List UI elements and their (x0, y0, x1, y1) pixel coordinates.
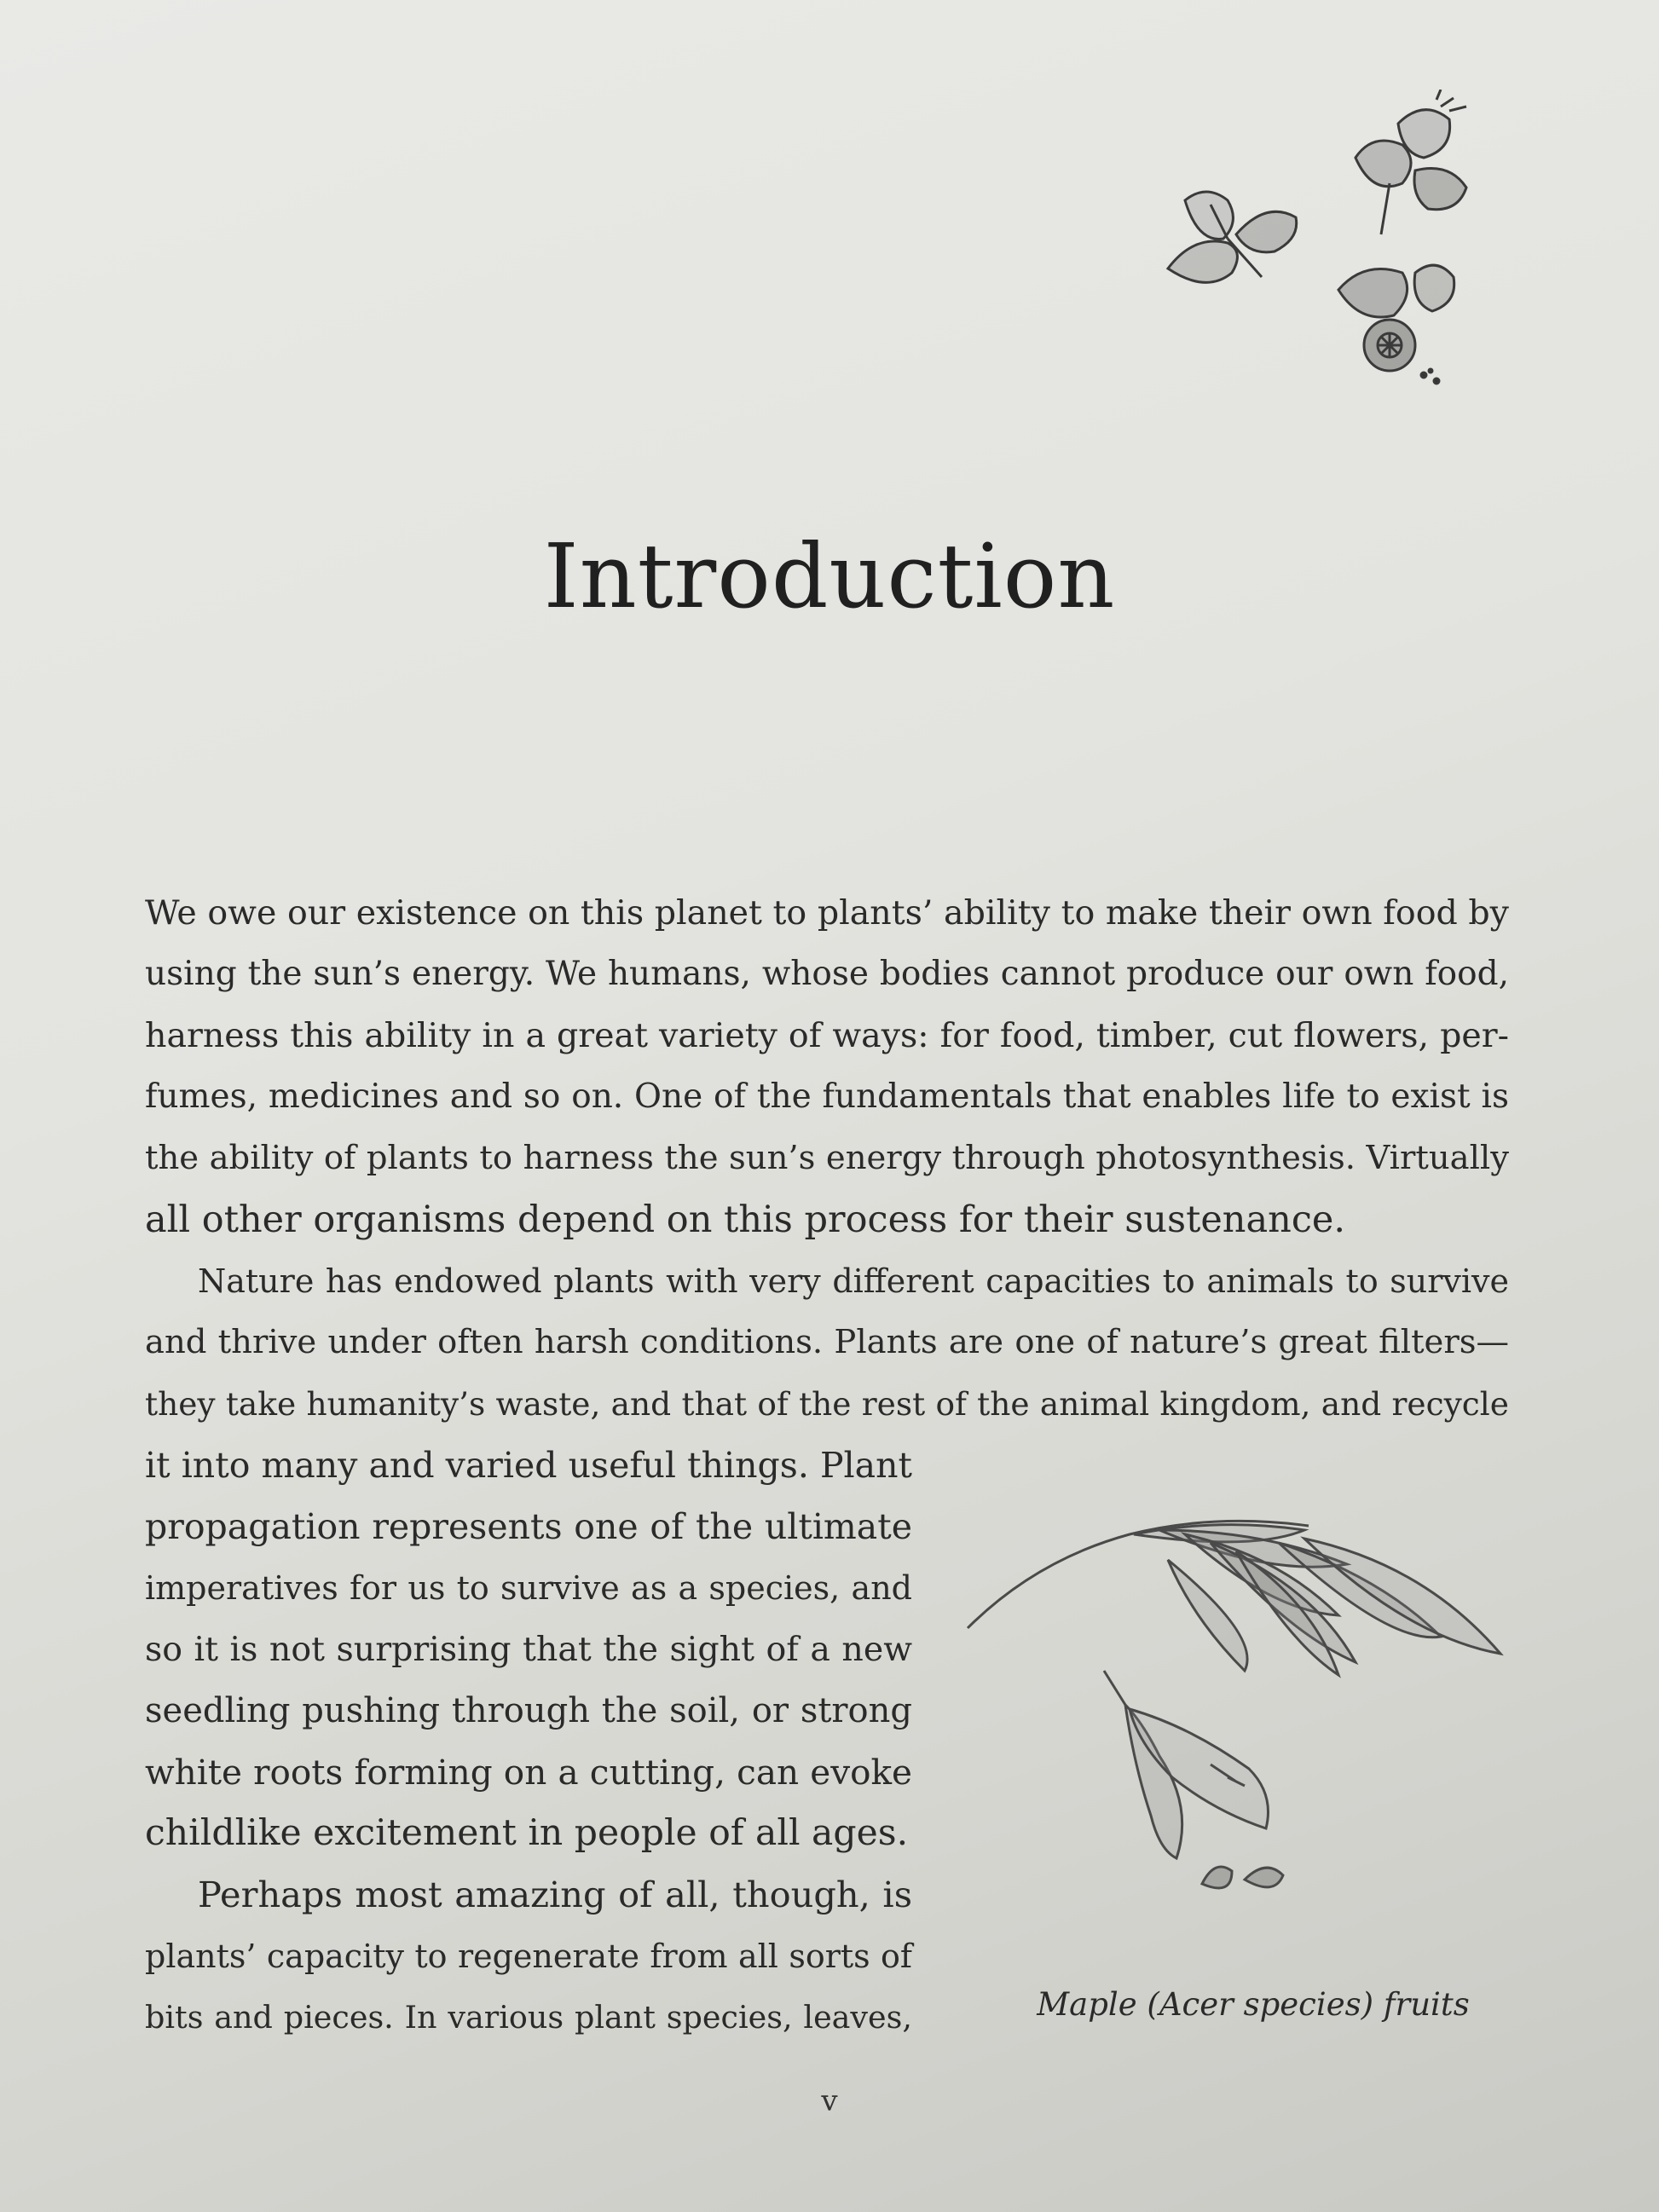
text-line: so it is not surprising that the sight of a new (145, 1630, 912, 1669)
text-line: they take humanity’s waste, and that of the rest of the animal kingdom, and recycle (145, 1385, 1509, 1423)
paragraph-1 (145, 882, 1509, 1250)
page-number: v (821, 2084, 838, 2118)
text-line: fumes, medicines and so on. One of the fundamentals that enables life to exist is (145, 1077, 1509, 1116)
page-title: Introduction (543, 524, 1116, 628)
text-line: We owe our existence on this planet to plants’ ability to make their own food by (145, 893, 1509, 933)
text-line: harness this ability in a great variety of ways: for food, timber, cut flowers, per- (145, 1016, 1509, 1055)
text-line: propagation represents one of the ultimate (145, 1506, 912, 1547)
text-line: imperatives for us to survive as a species, and (145, 1569, 912, 1607)
figure-caption: Maple (Acer species) fruits (1037, 1986, 1470, 2023)
text-line: it into many and varied useful things. Plant (145, 1445, 912, 1486)
text-line: childlike excitement in people of all ages. (145, 1812, 909, 1854)
text-line: seedling pushing through the soil, or strong (145, 1691, 912, 1730)
text-line: and thrive under often harsh conditions. Plants are one of nature’s great filters— (145, 1323, 1509, 1361)
text-line: bits and pieces. In various plant species, leaves, (145, 1999, 912, 2036)
text-line: the ability of plants to harness the sun’s energy through photosynthesis. Virtually (145, 1139, 1509, 1177)
text-line: Nature has endowed plants with very different capacities to animals to survive (198, 1262, 1509, 1300)
text-line: plants’ capacity to regenerate from all sorts of (145, 1938, 912, 1975)
text-line: white roots forming on a cutting, can evoke (145, 1752, 912, 1793)
text-line: all other organisms depend on this process for their sustenance. (145, 1198, 1346, 1241)
text-line: using the sun’s energy. We humans, whose bodies cannot produce our own food, (145, 955, 1509, 993)
maple-fruits-illustration (955, 1483, 1535, 1961)
botanical-ornament-illustration (1134, 90, 1500, 430)
text-line: Perhaps most amazing of all, though, is (198, 1874, 912, 1915)
